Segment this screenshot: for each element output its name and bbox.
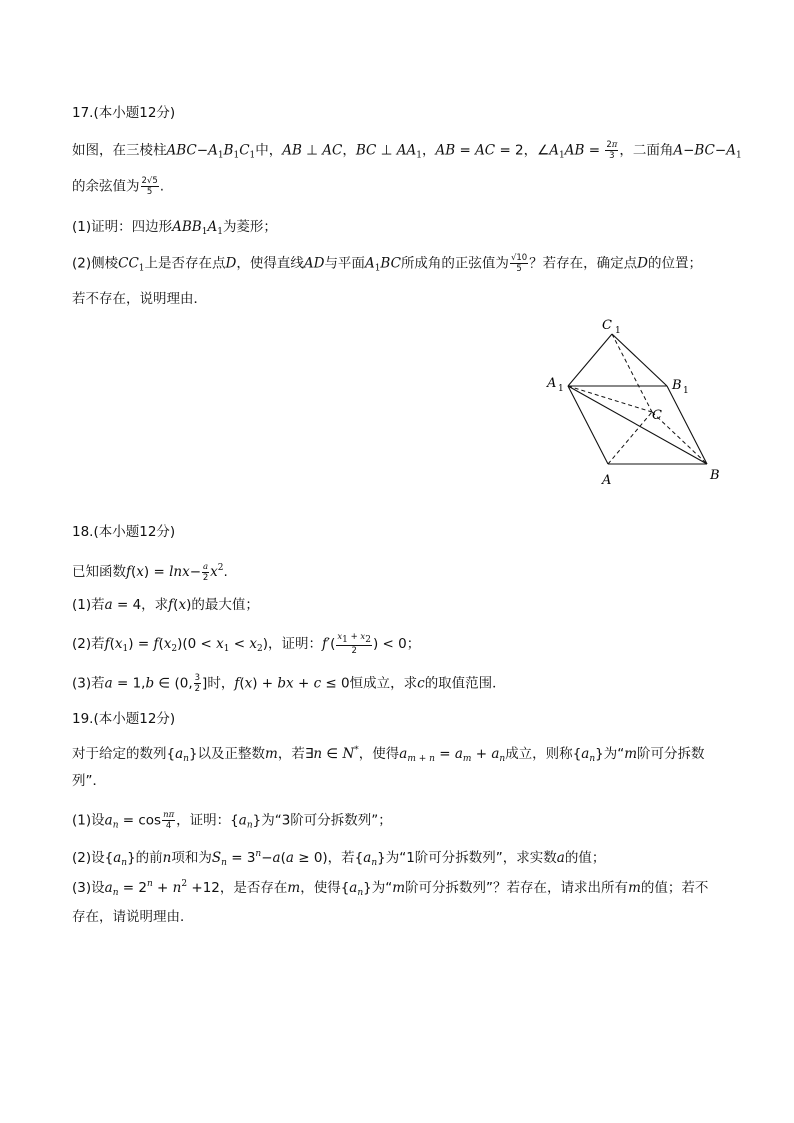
q18-part1: (1)若a = 4，求f(x)的最大值； <box>72 597 259 613</box>
label-b1: B <box>672 378 682 393</box>
q19-part3-line2: 存在，请说明理由． <box>72 909 194 925</box>
q17-cosine: 的余弦值为 $\frac{2√5}{5}$ . <box>72 176 165 197</box>
q17-header: 17.(本小题12分) <box>72 105 176 121</box>
label-b: B <box>710 468 720 483</box>
label-c1: C <box>602 318 612 333</box>
label-a1-sub: 1 <box>558 384 564 394</box>
q19-part1: (1)设$a_n = \cos$ $\frac{n\pi}{4}$ ，证明：$\{a_n\}$为“3阶可分拆数列”； <box>72 810 392 831</box>
q19-header: 19.(本小题12分) <box>72 711 176 727</box>
edge-a-c <box>608 412 652 464</box>
q17-part2-line2: 若不存在，说明理由． <box>72 291 207 307</box>
q18-part2: (2)若$f(x_1) = f(x_2)(0 < x_1 < x_2)$，证明：f′( $\frac{x_1 + x_2}{2}$ ) < 0； <box>72 632 421 656</box>
q18-intro: 已知函数f(x) = lnx− $\frac{a}{2}$ $x^2$. <box>72 561 228 583</box>
label-a: A <box>602 473 612 488</box>
edge-c1-c <box>612 334 652 412</box>
label-c: C <box>652 408 662 423</box>
q18-part3: (3)若a = 1,b ∈ (0, $\frac{3}{2}$ ]时，f(x) + bx + c ≤ 0恒成立，求c的取值范围． <box>72 673 506 694</box>
label-c1-sub: 1 <box>615 326 621 336</box>
q19-part3: (3)设$a_n = 2^n + n^2 +12$，是否存在m，使得$\{a_n\}$为“m阶可分拆数列”？若存在，请求出所有m的值；若不 <box>72 879 709 898</box>
label-a1: A <box>547 376 557 391</box>
q18-header: 18.(本小题12分) <box>72 524 176 540</box>
q17-intro: 如图，在三棱柱$ABC-A_1B_1C_1$中，AB ⊥ AC，BC ⊥ $AA_1$，AB = AC = 2，$\angle A_1AB$ = $\frac{2\pi}{3}$ ，二面角$A-BC-A_1$ <box>72 140 742 161</box>
edge-c1-a1 <box>568 334 612 386</box>
q17-part2: (2)侧棱$CC_1$上是否存在点D，使得直线AD与平面$A_1BC$所成角的正弦值为 $\frac{√10}{5}$ ？若存在，确定点D的位置； <box>72 253 702 274</box>
prism-figure <box>540 310 730 490</box>
edge-a1-c <box>568 386 652 412</box>
label-b1-sub: 1 <box>683 386 689 396</box>
q19-intro: 对于给定的数列$\{a_n\}$以及正整数m，若∃n ∈ N*，使得$a_{m + n} = a_m + a_n$成立，则称$\{a_n\}$为“m阶可分拆数 <box>72 745 705 764</box>
edge-a1-b <box>568 386 707 464</box>
q19-part2: (2)设$\{a_n\}$的前n项和为$S_n = 3^n-a(a \ge 0)$，若$\{a_n\}$为“1阶可分拆数列”，求实数a的值； <box>72 849 606 868</box>
q17-part1: (1)证明：四边形$ABB_1A_1$为菱形； <box>72 219 277 237</box>
q19-intro-line2: 列”． <box>72 773 106 789</box>
edge-c1-b1 <box>612 334 667 386</box>
